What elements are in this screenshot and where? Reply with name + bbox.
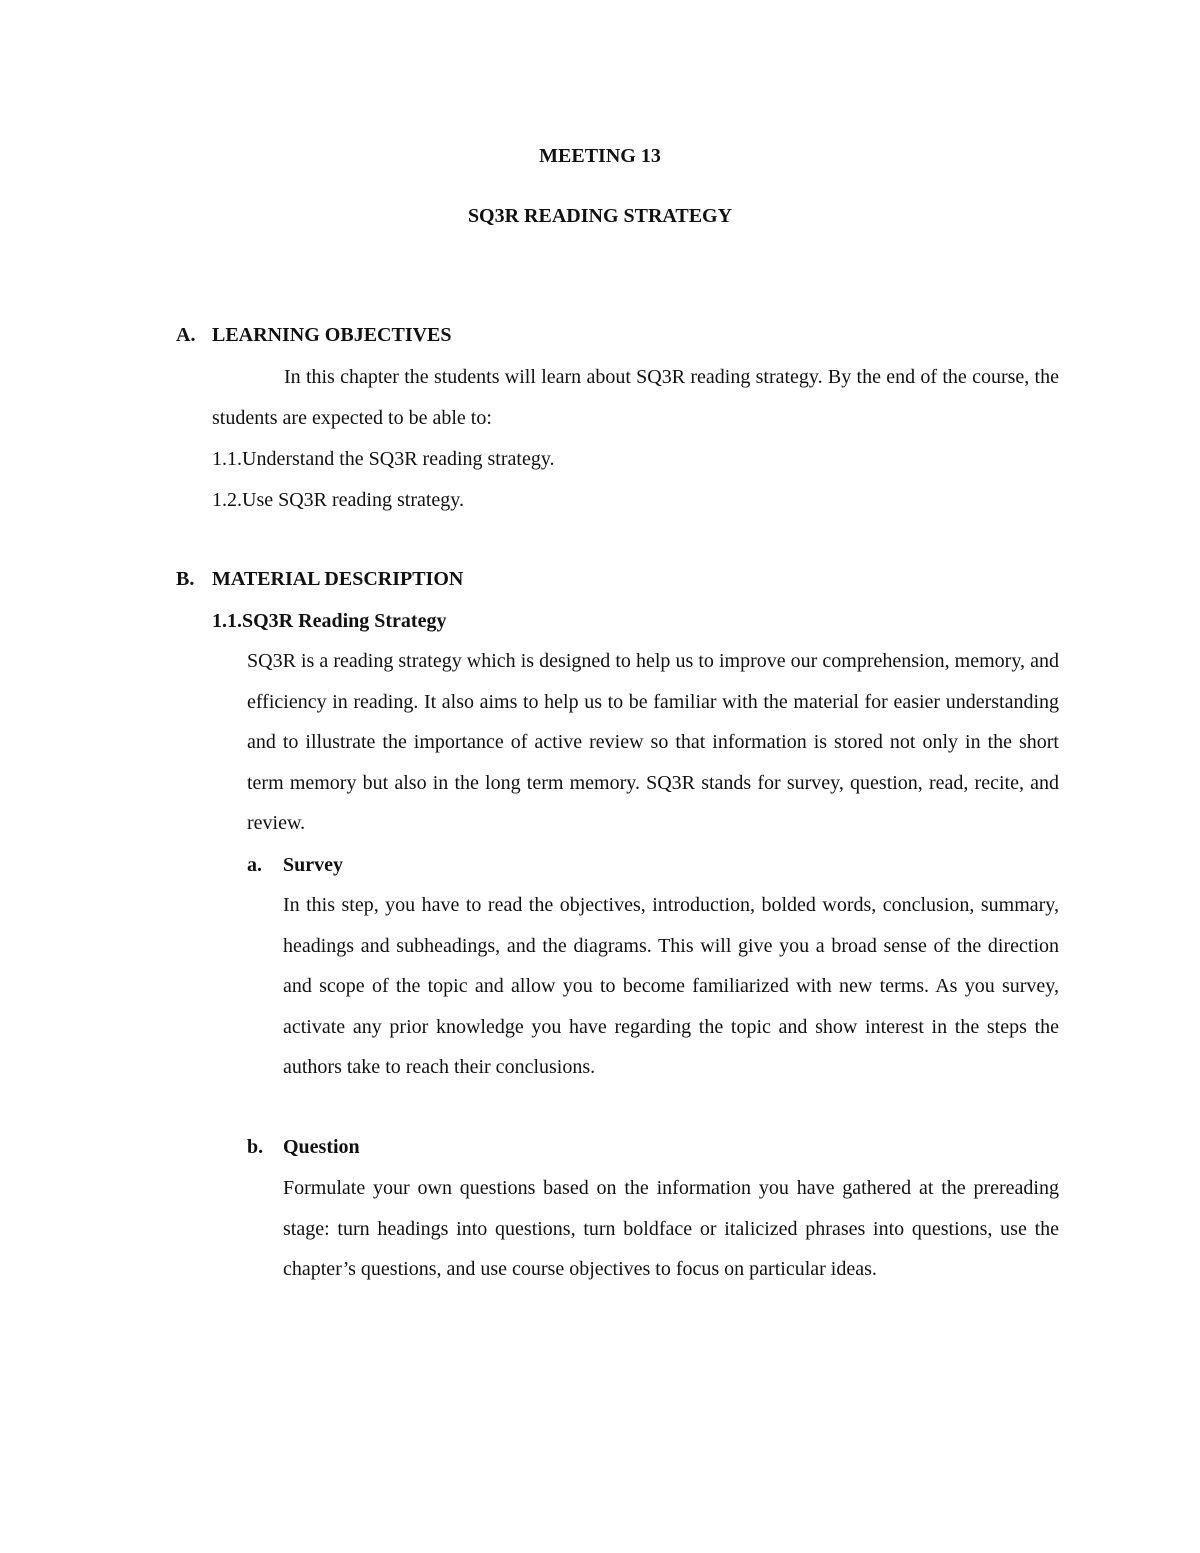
- step-survey-text: In this step, you have to read the objectives, introduction, bolded words, conclusion, summary, headings and subheadings, and the diagrams. This will give you a broad sense of the direction and scope of the topic and allow you to become familiarized with new terms. As you survey, activate any prior knowledge you have regarding the topic and show interest in the steps the authors take to reach their conclusions.: [283, 894, 1059, 1078]
- sq3r-description: SQ3R is a reading strategy which is designed to help us to improve our comprehension, memory, and efficiency in reading. It also aims to help us to be familiar with the material for easier understanding and to illustrate the importance of active review so that information is stored not only in the short term memory but also in the long term memory. SQ3R stands for survey, question, read, recite, and review.: [247, 650, 1059, 834]
- objective-item: 1.2.Use SQ3R reading strategy.: [212, 489, 464, 511]
- sq3r-subheading: 1.1.SQ3R Reading Strategy: [212, 610, 447, 632]
- step-survey-title: Survey: [283, 854, 343, 876]
- step-question-marker: b.: [247, 1136, 264, 1158]
- section-b-title: MATERIAL DESCRIPTION: [212, 568, 464, 590]
- section-a-title: LEARNING OBJECTIVES: [212, 324, 452, 346]
- section-a-marker: A.: [176, 324, 196, 346]
- document-title: SQ3R READING STRATEGY: [467, 205, 733, 227]
- meeting-title: MEETING 13: [539, 145, 661, 167]
- step-question-text: Formulate your own questions based on the information you have gathered at the prereading stage: turn headings into questions, turn boldface or italicized phrases into questions, use the chapter’s questions, and use course objectives to focus on particular ideas.: [283, 1177, 1059, 1280]
- section-a-heading: [176, 323, 452, 347]
- step-survey-marker: a.: [247, 854, 262, 876]
- section-b-marker: B.: [176, 568, 195, 590]
- step-question-title: Question: [283, 1136, 360, 1158]
- learning-objectives-intro: In this chapter the students will learn about SQ3R reading strategy. By the end of the course, the students are expected to be able to:: [212, 366, 1059, 429]
- section-b-heading: [176, 567, 463, 591]
- step-question-heading: [247, 1135, 360, 1159]
- objective-item: 1.1.Understand the SQ3R reading strategy.: [212, 448, 555, 470]
- step-survey-heading: [247, 853, 343, 877]
